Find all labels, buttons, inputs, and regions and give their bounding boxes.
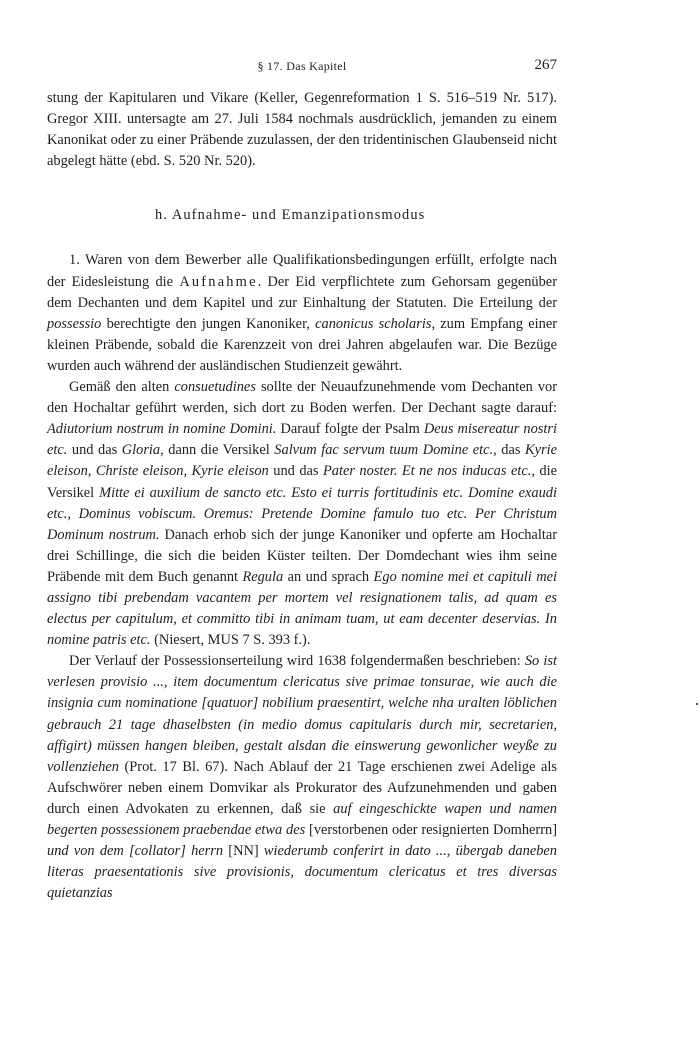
italic-run: Salvum fac servum tuum Domine etc. (274, 442, 494, 459)
text-run: und das (268, 463, 323, 480)
text-run: [verstorbenen oder resignierten Domherrn] (305, 822, 557, 838)
body-text (47, 88, 557, 904)
italic-run: auf eingeschickte wapen und namen begerten possessionem praebendae etwa des (47, 800, 557, 838)
text-run: . Der Eid verpflichtete zum Gehorsam gegenüber dem Dechanten und dem Kapitel und zur Einhaltung der Statuten. Die Erteilung der (47, 273, 557, 311)
text-run: , die Versikel (47, 463, 557, 501)
text-run: und das (67, 442, 122, 459)
italic-run: Ego nomine mei et capituli mei assigno tibi prebendam vacantem per mortem vel resignationem talis, ad quam es electus per capitulum, et committo tibi in animam tuam, ut eam decenter deservias. In nomine patris etc. (47, 568, 557, 649)
page-header (47, 57, 557, 79)
text-run: (Niesert, MUS 7 S. 393 f.). (150, 632, 311, 649)
text-run: (Prot. 17 Bl. 67). Nach Ablauf der 21 Tage erschienen zwei Adelige als Aufschwörer neben einem Domvikar als Prokurator des Aufzunehmenden und gaben durch einen Advokaten zu erkennen, daß sie (47, 758, 557, 817)
text-run: Gemäß den alten (69, 379, 175, 396)
italic-run: wiederumb conferirt in dato ..., übergab daneben literas praesentationis sive provisionis, documentum clericatus et tres diversas quietanzias (47, 843, 557, 902)
italic-run: herrn (191, 843, 224, 860)
text-run: 1. Waren von dem Bewerber alle Qualifikationsbedingungen erfüllt, erfolgte nach der Eidesleistung die (47, 252, 557, 290)
running-head: § 17. Das Kapitel (257, 59, 347, 73)
text-run: Danach erhob sich der junge Kanoniker und opferte am Hochaltar drei Schillinge, die sich die beiden Küster teilten. Der Domdechant wies ihm seine Präbende mit dem Buch genannt (47, 526, 557, 585)
paragraph-continuation (47, 88, 557, 172)
italic-run: consuetudines (174, 379, 256, 396)
italic-run: Kyrie eleison, Christe eleison, Kyrie eleison (47, 442, 557, 480)
paragraph-possession-1638 (47, 651, 557, 904)
text-run: , zum Empfang einer kleinen Präbende, sobald die Karenzzeit von drei Jahren abgelaufen war. Die Bezüge wurden auch während der ausländischen Studienzeit gewährt. (47, 315, 557, 374)
italic-run: Adiutorium nostrum in nomine Domini. (47, 421, 277, 438)
text-run: Der Verlauf der Possessionserteilung wird 1638 folgendermaßen beschrieben: (69, 653, 525, 670)
spaced-emphasis: Aufnahme (179, 273, 258, 290)
text-run: sollte der Neuaufzunehmende vom Dechanten vor den Hochaltar geführt werden, sich dort zu Boden werfen. Der Dechant sagte darauf: (47, 379, 558, 417)
text-run: , dann die Versikel (160, 442, 275, 459)
text-run: stung der Kapitularen und Vikare (Keller, Gegenreformation 1 S. 516–519 Nr. 517). Gregor XIII. untersagte am 27. Juli 1584 nochmals ausdrücklich, jemanden zu einem Kanonikat oder zu einer Präbende zuzulassen, der den tridentinischen Glaubenseid nicht abgelegt hätte (ebd. S. 520 Nr. 520). (47, 90, 557, 170)
paragraph-consuetudines (47, 377, 557, 651)
text-run: Darauf folgte der Psalm (276, 421, 424, 438)
italic-run: Deus misereatur nostri etc. (47, 421, 557, 459)
paragraph-admission (47, 250, 557, 377)
italic-run: possessio (47, 315, 102, 332)
italic-run: Pater noster. Et ne nos inducas etc. (322, 463, 532, 480)
italic-run: [collator] (129, 843, 186, 860)
italic-run: So ist verlesen provisio ..., item documentum clericatus sive primae tonsurae, wie auch die insignia cum nominatione (47, 653, 557, 712)
margin-mark (696, 703, 698, 705)
italic-run: [quatuor] (201, 695, 259, 712)
italic-run: canonicus scholaris (315, 315, 432, 332)
italic-run: Gloria (121, 442, 161, 459)
page-number: 267 (534, 57, 557, 73)
italic-run: Mitte ei auxilium de sancto etc. Esto ei turris fortitudinis etc. Domine exaudi etc., Dominus vobiscum. Oremus: Pretende Domine famulo tuo etc. Per Christum Dominum nostrum. (47, 484, 557, 543)
italic-run: Regula (242, 568, 284, 585)
text-run: [NN] (223, 843, 264, 860)
italic-run: und von dem (47, 843, 130, 860)
italic-run: nobilium praesentirt, welche nha uralten löblichen gebrauch 21 tage dhaselbsten (in medio domus capitularis durch mir, secretarien, affigirt) müssen hangen bleiben, gestalt alsdan die einswerung gewonlicher weyße zu vollenziehen (47, 695, 558, 775)
text-run: berechtigte den jungen Kanoniker, (101, 315, 316, 332)
text-run: , das (493, 442, 526, 459)
text-run: an und sprach (283, 568, 374, 585)
section-heading: h. Aufnahme- und Emanzipationsmodus (155, 207, 426, 224)
